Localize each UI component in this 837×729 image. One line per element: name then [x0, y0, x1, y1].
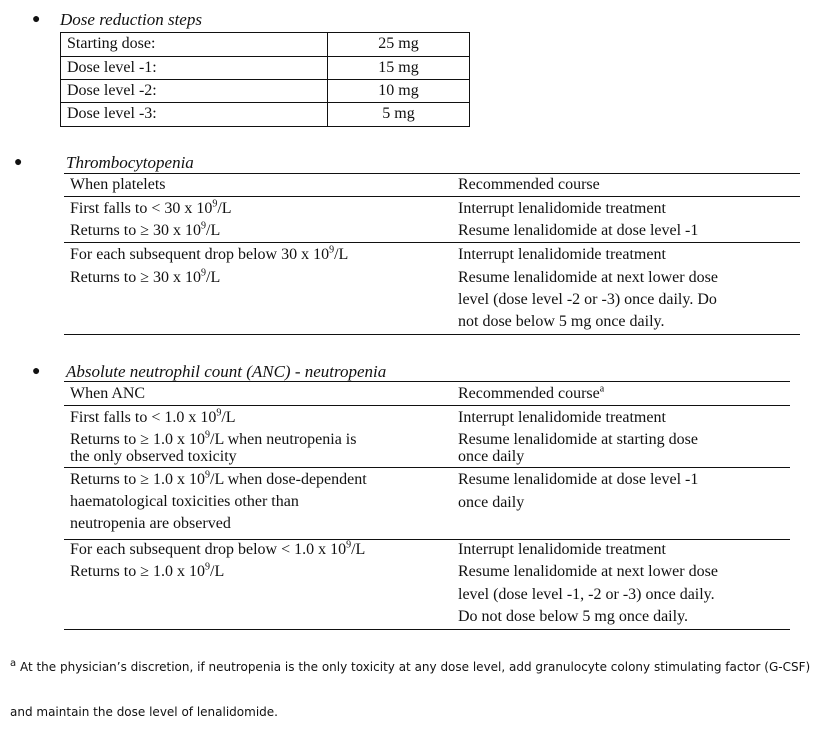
thrombo-r1-course-1: Interrupt lenalidomide treatment — [458, 200, 666, 217]
thrombo-r2-course-1: Interrupt lenalidomide treatment — [458, 246, 666, 263]
anc-r1-course-2: Resume lenalidomide at starting dose — [458, 431, 698, 448]
thrombo-r1-course-2: Resume lenalidomide at dose level -1 — [458, 222, 699, 239]
dose-label-starting: Starting dose: — [67, 35, 156, 52]
bullet-neutropenia: ● — [32, 364, 41, 379]
anc-r3-condition-2: Returns to ≥ 1.0 x $10^9/L$ — [70, 561, 225, 580]
thrombo-r1-condition-2: Returns to ≥ 30 x $10^9/L$ — [70, 220, 221, 239]
anc-col1-header: When ANC — [70, 385, 146, 402]
anc-r3-condition-1: For each subsequent drop below < 1.0 x $10^9/L$ — [70, 539, 366, 558]
footnote-line-2: and maintain the dose level of lenalidomide. — [10, 705, 278, 719]
dose-value-starting: 25 mg — [378, 35, 419, 52]
anc-r2-course-1: Resume lenalidomide at dose level -1 — [458, 471, 699, 488]
thrombo-r2-course-2: Resume lenalidomide at next lower dose — [458, 269, 718, 286]
thrombo-r2-condition-1: For each subsequent drop below 30 x $10^9/L$ — [70, 244, 349, 263]
anc-r1-course-1: Interrupt lenalidomide treatment — [458, 409, 666, 426]
bullet-thrombocytopenia: ● — [14, 155, 23, 170]
anc-col2-header: Recommended course$^a$ — [458, 383, 605, 402]
anc-r3-course-3: level (dose level -1, -2 or -3) once daily. — [458, 586, 715, 603]
footnote-line-1: $^a$ At the physician’s discretion, if neutropenia is the only toxicity at any dose level, add granulocyte colony stimulating factor (G-CSF) — [10, 658, 811, 674]
thrombo-r2-course-3: level (dose level -2 or -3) once daily. Do — [458, 291, 717, 308]
neutropenia-heading: Absolute neutrophil count (ANC) - neutropenia — [66, 362, 387, 381]
anc-r2-condition-1: Returns to ≥ 1.0 x $10^9/L$ when dose-dependent — [70, 469, 367, 488]
thrombo-col1-header: When platelets — [70, 176, 166, 193]
thrombo-r2-course-4: not dose below 5 mg once daily. — [458, 313, 665, 330]
anc-r2-condition-2: haematological toxicities other than — [70, 493, 299, 510]
thrombo-r2-condition-2: Returns to ≥ 30 x $10^9/L$ — [70, 267, 221, 286]
dose-reduction-heading: Dose reduction steps — [60, 10, 202, 29]
thrombo-col2-header: Recommended course — [458, 176, 600, 193]
anc-r3-course-1: Interrupt lenalidomide treatment — [458, 541, 666, 558]
bullet-dose-reduction: ● — [32, 12, 41, 27]
anc-r3-course-2: Resume lenalidomide at next lower dose — [458, 563, 718, 580]
thrombo-r1-condition-1: First falls to < 30 x $10^9/L$ — [70, 198, 232, 217]
anc-r1-condition-2: Returns to ≥ 1.0 x $10^9/L$ when neutropenia is — [70, 429, 357, 448]
dose-label-level-3: Dose level -3: — [67, 105, 157, 122]
anc-r2-course-2: once daily — [458, 494, 525, 511]
dose-value-level-3: 5 mg — [382, 105, 415, 122]
dose-label-level-2: Dose level -2: — [67, 82, 157, 99]
anc-r1-course-3: once daily — [458, 448, 525, 465]
anc-r2-condition-3: neutropenia are observed — [70, 515, 231, 532]
dose-value-level-1: 15 mg — [378, 59, 419, 76]
anc-r3-course-4: Do not dose below 5 mg once daily. — [458, 608, 689, 625]
thrombocytopenia-heading: Thrombocytopenia — [66, 153, 194, 172]
dose-value-level-2: 10 mg — [378, 82, 419, 99]
anc-r1-condition-3: the only observed toxicity — [70, 448, 237, 465]
anc-r1-condition-1: First falls to < 1.0 x $10^9/L$ — [70, 407, 236, 426]
dose-label-level-1: Dose level -1: — [67, 59, 157, 76]
